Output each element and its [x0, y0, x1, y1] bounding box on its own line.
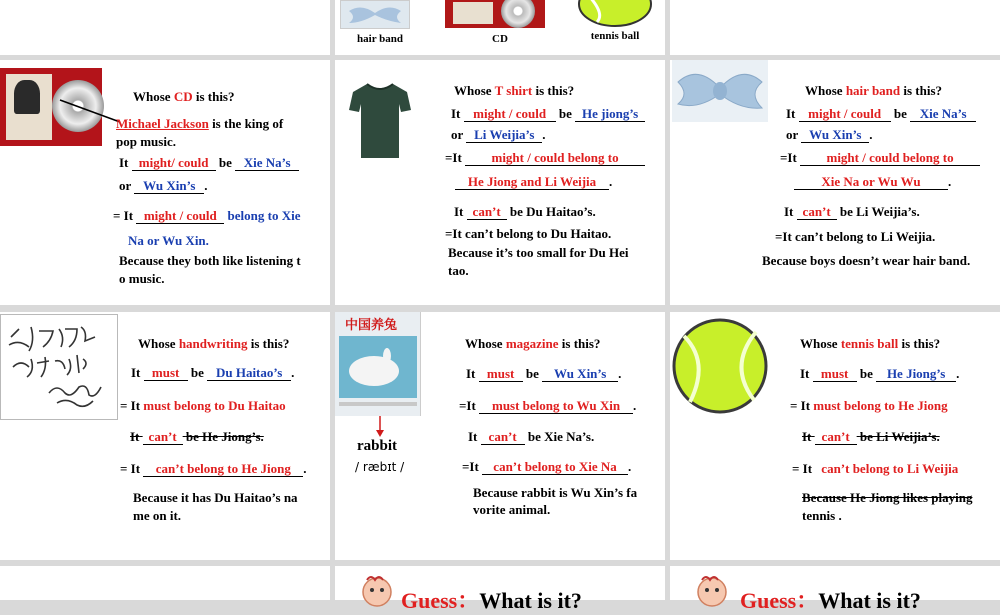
be-text: be Du Haitao’s.: [509, 204, 596, 219]
tennis-ball-image: [670, 316, 770, 416]
must-line: [800, 366, 959, 382]
must-belong-line: [459, 398, 636, 414]
guess-heading: [740, 584, 921, 615]
tshirt-image: [347, 80, 413, 160]
be-text: be He Jiong’s.: [185, 429, 264, 444]
modal-blank-2: might / could belong to: [465, 150, 645, 166]
because-line1: [788, 490, 972, 506]
question-suffix: is this?: [900, 83, 943, 98]
must-blank: must: [144, 365, 188, 381]
it-word: It: [119, 155, 129, 170]
cant-belong-line: =It can’t belong to Li Weijia.: [775, 229, 936, 244]
question-suffix: is this?: [192, 89, 235, 104]
be-text: be Li Weijia’s.: [859, 429, 940, 444]
magazine-image: [335, 312, 421, 416]
question-prefix: Whose: [138, 336, 179, 351]
it-word: It: [468, 429, 478, 444]
or-word: or: [119, 178, 132, 193]
answer-blank-2: Wu Xin’s: [801, 127, 869, 143]
rabbit-word: rabbit: [357, 438, 398, 454]
period: .: [542, 127, 546, 142]
statement-line1: [116, 116, 283, 132]
it-word: It: [131, 365, 141, 380]
cant-line: [784, 204, 920, 220]
bottom-right-panel: [670, 566, 1000, 613]
or-line: [119, 178, 208, 194]
modal-blank: might / could: [464, 106, 556, 122]
guess-question: What is it?: [818, 588, 921, 613]
cant-belong-line: [792, 461, 958, 477]
cant-line: [454, 204, 596, 220]
rabbit-phonetic: / ræbɪt /: [355, 460, 405, 474]
guess-heading: [401, 584, 582, 615]
magazine-title: 中国养兔: [345, 318, 398, 333]
statement-line2: pop music.: [116, 134, 176, 149]
panel-tshirt: [335, 60, 665, 305]
it-word: It: [802, 429, 812, 444]
question-object: CD: [173, 89, 193, 104]
period: .: [633, 398, 637, 413]
it-word: It: [466, 366, 476, 381]
must-belong-line: [120, 398, 286, 414]
period: .: [609, 174, 613, 189]
michael-jackson-text: Michael Jackson: [116, 116, 209, 131]
because-line2: vorite animal.: [473, 502, 551, 517]
question-suffix: is this?: [532, 83, 575, 98]
question-object: hair band: [845, 83, 901, 98]
because-line2: tao.: [448, 263, 469, 278]
question-prefix: Whose: [133, 89, 174, 104]
must-line: [131, 365, 294, 381]
answer-blank-2: Wu Xin’s: [134, 178, 204, 194]
equals-it: = It: [120, 398, 141, 413]
must-belong-text: must belong to He Jiong: [813, 398, 948, 413]
be-text: be Li Weijia’s.: [839, 204, 920, 219]
or-word: or: [786, 127, 799, 142]
because-line1: Because it has Du Haitao’s na: [133, 490, 298, 505]
cant-blank: can’t: [797, 204, 837, 220]
cant-line: [468, 429, 594, 445]
because-line1: Because it’s too small for Du Hei: [448, 245, 629, 260]
must-blank: must: [813, 366, 857, 382]
be-word: be: [893, 106, 907, 121]
because-line2: me on it.: [133, 508, 182, 523]
answer-blank-1: He Jiong’s: [876, 366, 956, 382]
equals-it: =It: [780, 150, 797, 165]
answer-blank-1: Du Haitao’s: [207, 365, 291, 381]
period: .: [204, 178, 208, 193]
be-word: be: [859, 366, 873, 381]
might-line: [451, 106, 645, 122]
panel-handwriting: [0, 312, 330, 560]
must-line: [466, 366, 621, 382]
it-word: It: [800, 366, 810, 381]
modal-blank-2: might / could: [136, 208, 224, 224]
cant-blank: can’t: [481, 429, 525, 445]
question-suffix: is this?: [247, 336, 290, 351]
cant-belong-line: [462, 459, 631, 475]
period: .: [291, 365, 295, 380]
or-word: or: [451, 127, 464, 142]
period: .: [628, 459, 632, 474]
top-middle-panel: [335, 0, 665, 55]
question-object: tennis ball: [840, 336, 899, 351]
question: [465, 336, 600, 352]
question-object: T shirt: [494, 83, 533, 98]
because-line: Because boys doesn’t wear hair band.: [762, 253, 971, 268]
because-line1: Because rabbit is Wu Xin’s fa: [473, 485, 638, 500]
question-prefix: Whose: [800, 336, 841, 351]
cd-image: [445, 0, 545, 28]
cant-blank: can’t: [143, 429, 183, 445]
or-line: [451, 127, 546, 143]
must-blank: must: [479, 366, 523, 382]
equals-it: =It: [462, 459, 479, 474]
panel-magazine: [335, 312, 665, 560]
it-word: It: [451, 106, 461, 121]
answer-blank-1: Xie Na’s: [910, 106, 976, 122]
bottom-left-panel: [0, 566, 330, 600]
it-word: It: [454, 204, 464, 219]
answer-blank-3: He Jiong and Li Weijia: [455, 174, 609, 190]
equals-it: = It: [792, 461, 813, 476]
cant-line: [788, 429, 940, 445]
question-suffix: is this?: [898, 336, 941, 351]
answer-blank-1: He jiong’s: [575, 106, 645, 122]
modal-blank: might / could: [799, 106, 891, 122]
panel-tennis-ball: [670, 312, 1000, 560]
modal-blank: might/ could: [132, 155, 216, 171]
period: .: [956, 366, 960, 381]
question-object: magazine: [505, 336, 559, 351]
be-word: be: [218, 155, 232, 170]
cant-belong-line: [120, 461, 307, 477]
equals-it: = It: [120, 461, 141, 476]
belong-line2: Na or Wu Xin.: [128, 233, 209, 248]
period: .: [948, 174, 952, 189]
must-belong-blank: must belong to Wu Xin: [479, 398, 633, 414]
belong-answer-line: [455, 174, 612, 190]
cant-belong-blank: can’t belong to He Jiong: [143, 461, 303, 477]
cant-line: [116, 429, 264, 445]
equals-it: =It: [459, 398, 476, 413]
equals-it: = It: [113, 208, 134, 223]
top-left-panel: [0, 0, 330, 55]
cant-belong-line: =It can’t belong to Du Haitao.: [445, 226, 612, 241]
be-word: be: [558, 106, 572, 121]
question-object: handwriting: [178, 336, 248, 351]
belong-line: [113, 208, 301, 224]
cant-belong-blank: can’t belong to Xie Na: [482, 459, 628, 475]
question: [454, 83, 574, 99]
caption-tennis-ball: tennis ball: [590, 30, 640, 42]
caption-hair-band: hair band: [357, 33, 403, 45]
period: .: [303, 461, 307, 476]
equals-it: =It: [445, 150, 462, 165]
belong-line: [445, 150, 645, 166]
cant-blank: can’t: [815, 429, 857, 445]
it-word: It: [130, 429, 140, 444]
equals-it: = It: [790, 398, 811, 413]
or-line: [786, 127, 873, 143]
thinking-face-icon: [696, 574, 728, 604]
because-text: Because He Jiong likes playing: [802, 490, 973, 505]
answer-blank-1: Wu Xin’s: [542, 366, 618, 382]
modal-blank-2: might / could belong to: [800, 150, 980, 166]
question-prefix: Whose: [465, 336, 506, 351]
question: [800, 336, 940, 352]
cant-belong-text: can’t belong to Li Weijia: [821, 461, 959, 476]
guess-label: Guess：: [740, 588, 819, 613]
top-right-panel: [670, 0, 1000, 55]
answer-blank-1: Xie Na’s: [235, 155, 299, 171]
panel-hair-band: [670, 60, 1000, 305]
because-line2: tennis .: [802, 508, 842, 523]
answer-blank-3: Xie Na or Wu Wu: [794, 174, 948, 190]
panel-cd: [0, 60, 330, 305]
cant-blank: can’t: [467, 204, 507, 220]
thinking-face-icon: [361, 574, 393, 604]
be-text: be Xie Na’s.: [527, 429, 595, 444]
period: .: [869, 127, 873, 142]
guess-question: What is it?: [479, 588, 582, 613]
question-suffix: is this?: [558, 336, 601, 351]
it-word: It: [784, 204, 794, 219]
hair-band-image: [340, 0, 410, 29]
belong-text: belong to Xie: [227, 208, 301, 223]
belong-answer-line: [794, 174, 951, 190]
question-prefix: Whose: [454, 83, 495, 98]
might-line: [119, 155, 299, 171]
handwriting-image: [0, 314, 118, 420]
answer-blank-2: Li Weijia’s: [466, 127, 542, 143]
question-prefix: Whose: [805, 83, 846, 98]
question: [805, 83, 942, 99]
king-text: is the king of: [208, 116, 284, 131]
bottom-middle-panel: [335, 566, 665, 613]
must-belong-line: [790, 398, 948, 414]
must-belong-text: must belong to Du Haitao: [143, 398, 286, 413]
it-word: It: [786, 106, 796, 121]
hair-band-image: [672, 60, 768, 122]
be-word: be: [525, 366, 539, 381]
be-word: be: [190, 365, 204, 380]
belong-line: [780, 150, 980, 166]
tennis-ball-image-top: [575, 0, 655, 28]
because-line2: o music.: [119, 271, 165, 286]
question: [133, 89, 235, 105]
caption-cd: CD: [492, 33, 508, 45]
question: [138, 336, 289, 352]
guess-label: Guess：: [401, 588, 480, 613]
because-line1: Because they both like listening t: [119, 253, 301, 268]
might-line: [786, 106, 976, 122]
period: .: [618, 366, 622, 381]
